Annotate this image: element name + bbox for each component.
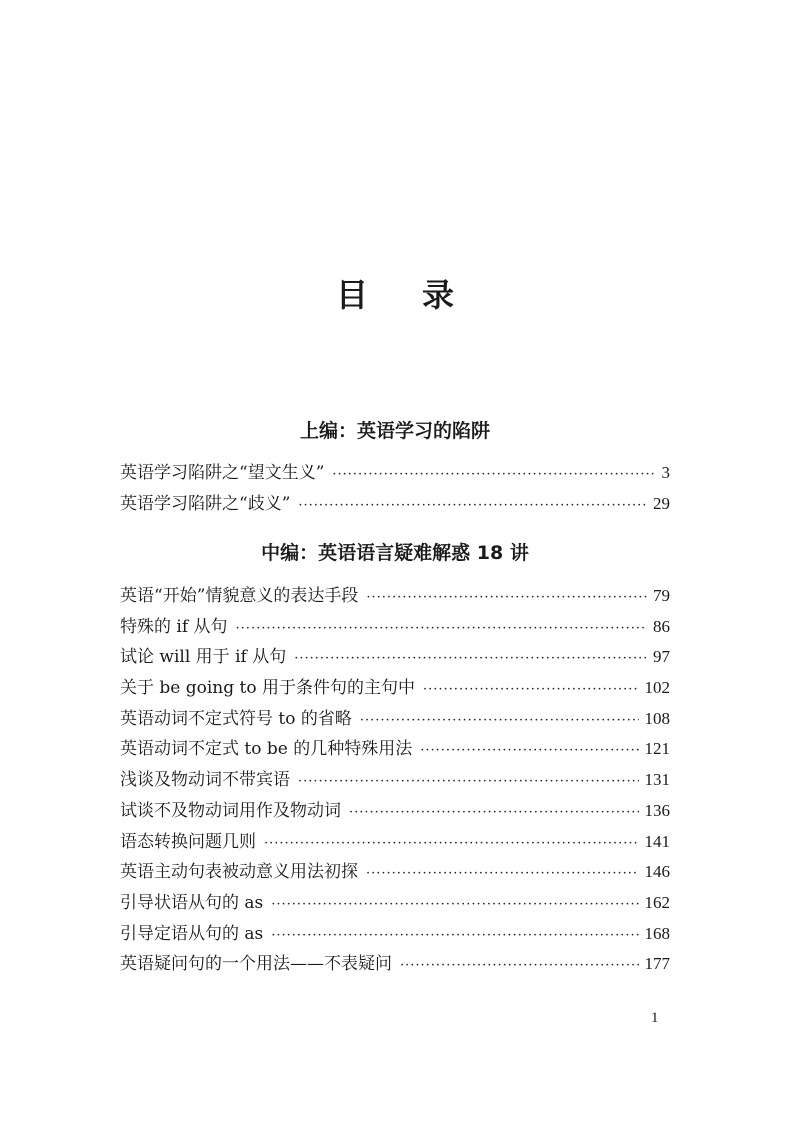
toc-entry-title: 引导定语从句的 as [120, 923, 264, 944]
toc-entry-page: 3 [661, 463, 670, 482]
toc-list-upper [120, 458, 670, 519]
toc-entry[interactable] [120, 796, 670, 827]
toc-entry-title: 英语学习陷阱之“望文生义” [120, 463, 325, 483]
section-heading-upper: 上编：英语学习的陷阱 [299, 420, 490, 442]
toc-entry-page: 108 [644, 708, 670, 728]
toc-entry[interactable] [120, 827, 670, 858]
toc-entry-title: 关于 be going to 用于条件句的主句中 [120, 678, 416, 699]
dot-leader [366, 590, 647, 605]
toc-entry-title: 引导状语从句的 as [120, 892, 264, 913]
dot-leader [360, 713, 639, 728]
toc-entry-page: 136 [644, 800, 670, 820]
toc-entry-title: 试谈不及物动词用作及物动词 [120, 800, 341, 821]
toc-entry-page: 79 [653, 586, 670, 605]
toc-entry-page: 168 [644, 923, 670, 943]
title-char-1: 目 [335, 276, 368, 314]
toc-entry-page: 86 [653, 616, 670, 636]
toc-entry-title: 英语“开始”情貌意义的表达手段 [120, 586, 359, 606]
toc-list-middle [120, 581, 670, 980]
toc-entry[interactable] [120, 704, 670, 735]
toc-entry-title: 英语主动句表被动意义用法初探 [120, 862, 358, 883]
toc-entry-page: 29 [653, 493, 670, 513]
toc-entry-title: 语态转换问题几则 [120, 831, 256, 852]
dot-leader [236, 621, 647, 636]
dot-leader [423, 682, 638, 697]
toc-entry[interactable] [120, 458, 670, 489]
toc-entry[interactable] [120, 489, 670, 520]
toc-entry[interactable] [120, 919, 670, 950]
dot-leader [298, 774, 639, 789]
toc-entry[interactable] [120, 612, 670, 643]
toc-entry-page: 97 [653, 647, 670, 667]
dot-leader [294, 651, 647, 666]
toc-entry-page: 162 [644, 892, 670, 912]
dot-leader [420, 743, 638, 758]
toc-entry-title: 特殊的 if 从句 [120, 616, 228, 637]
toc-entry-title: 试论 will 用于 if 从句 [120, 647, 287, 668]
toc-entry[interactable] [120, 581, 670, 612]
dot-leader [271, 928, 638, 943]
section-heading-middle: 中编：英语语言疑难解惑 18 讲 [261, 542, 529, 564]
toc-entry-page: 131 [644, 770, 670, 790]
toc-entry-title: 英语疑问句的一个用法——不表疑问 [120, 954, 392, 975]
dot-leader [271, 897, 638, 912]
toc-entry-page: 102 [644, 678, 670, 698]
toc-entry-title: 英语学习陷阱之“歧义” [120, 493, 291, 514]
dot-leader [349, 805, 639, 820]
toc-entry-page: 177 [644, 954, 670, 974]
toc-entry-page: 146 [644, 862, 670, 882]
toc-entry[interactable] [120, 888, 670, 919]
toc-entry[interactable] [120, 949, 670, 980]
toc-entry[interactable] [120, 642, 670, 673]
page-title [0, 270, 790, 316]
toc-entry-title: 浅谈及物动词不带宾语 [120, 770, 290, 791]
title-char-2: 录 [422, 276, 455, 314]
toc-entry[interactable] [120, 765, 670, 796]
toc-entry[interactable] [120, 734, 670, 765]
toc-entry[interactable] [120, 673, 670, 704]
dot-leader [366, 866, 639, 881]
toc-entry[interactable] [120, 857, 670, 888]
page-number: 1 [651, 1010, 659, 1026]
dot-leader [264, 836, 639, 851]
dot-leader [332, 467, 655, 482]
toc-entry-page: 141 [644, 831, 670, 851]
toc-entry-title: 英语动词不定式 to be 的几种特殊用法 [120, 739, 413, 760]
toc-entry-title: 英语动词不定式符号 to 的省略 [120, 708, 352, 729]
toc-entry-page: 121 [644, 739, 670, 759]
dot-leader [400, 958, 639, 973]
dot-leader [298, 498, 647, 513]
